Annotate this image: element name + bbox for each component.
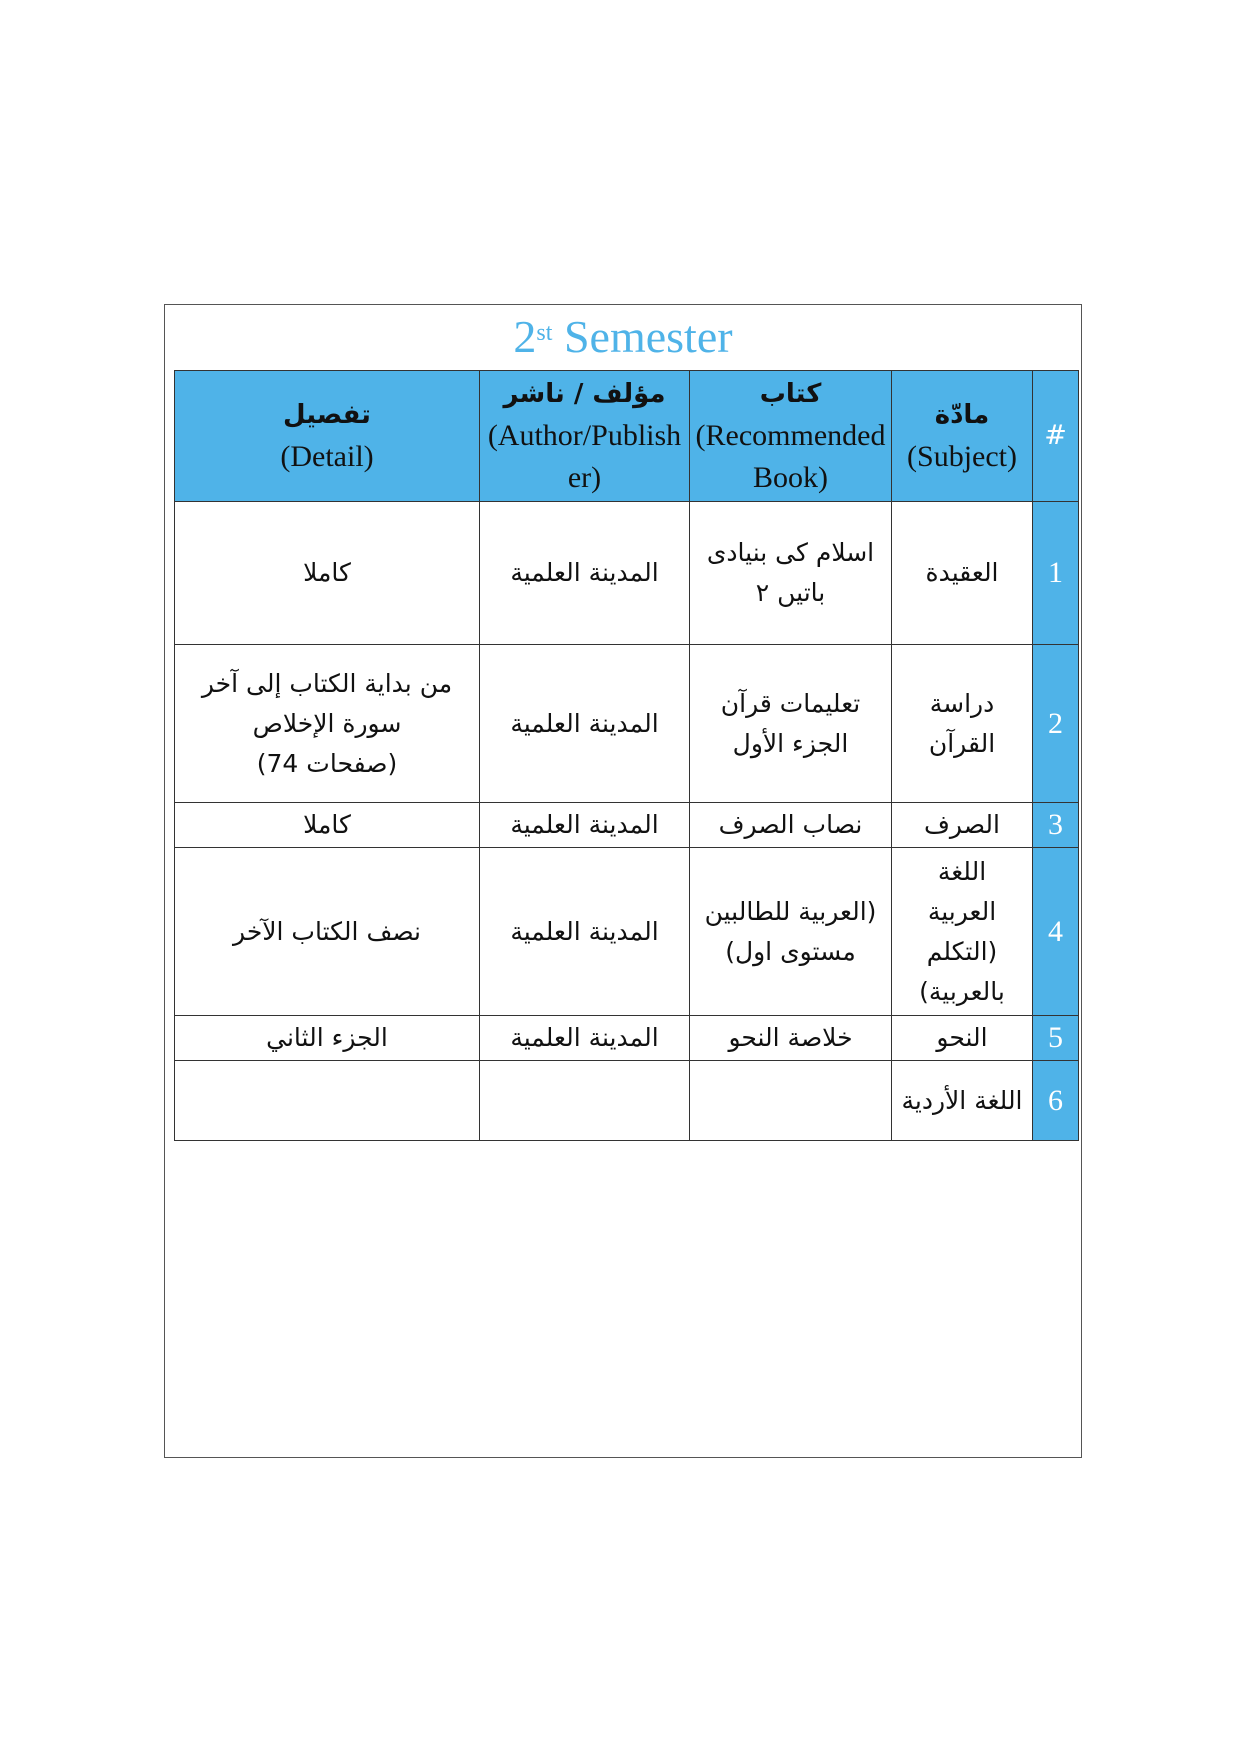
book-cell	[690, 645, 892, 803]
subject-cell	[892, 502, 1033, 645]
book-cell-line: مستوى اول)	[725, 936, 856, 966]
subject-cell-line: القرآن	[928, 728, 996, 758]
author-cell-text: المدينة العلمية	[510, 708, 659, 738]
author-cell-text: المدينة العلمية	[510, 1023, 659, 1052]
row-number: 2	[1033, 645, 1079, 803]
detail-cell	[175, 848, 480, 1016]
header-detail: تفصيل (Detail)	[175, 371, 480, 502]
book-cell	[690, 848, 892, 1016]
header-book: كتاب (RecommendedBook)	[690, 371, 892, 502]
subject-cell-line: دراسة	[929, 688, 995, 718]
book-cell-line: خلاصة النحو	[728, 1023, 853, 1052]
detail-cell	[175, 645, 480, 803]
author-cell-text: المدينة العلمية	[510, 810, 659, 839]
subject-cell-line: اللغة الأردية	[901, 1085, 1023, 1115]
book-cell	[690, 502, 892, 645]
detail-cell-line: الجزء الثاني	[266, 1023, 388, 1052]
table-row	[175, 645, 1079, 803]
author-cell	[480, 803, 690, 848]
author-cell	[480, 645, 690, 803]
subject-cell-line: الصرف	[924, 810, 1000, 839]
author-cell	[480, 502, 690, 645]
table-row	[175, 1016, 1079, 1061]
author-cell-text: المدينة العلمية	[510, 558, 659, 587]
subject-cell	[892, 803, 1033, 848]
detail-cell	[175, 803, 480, 848]
subject-cell	[892, 848, 1033, 1016]
author-cell	[480, 1016, 690, 1061]
book-cell-line: نصاب الصرف	[718, 810, 863, 839]
book-cell	[690, 1016, 892, 1061]
detail-cell	[175, 1061, 480, 1141]
semester-title: 2st Semester	[513, 311, 733, 362]
header-author: مؤلف / ناشر (Author/Publisher)	[480, 371, 690, 502]
header-subject: مادّة (Subject)	[892, 371, 1033, 502]
book-cell-line: تعلیمات قرآن	[720, 688, 861, 718]
detail-cell-line: كاملا	[303, 558, 351, 587]
subject-cell	[892, 645, 1033, 803]
detail-cell	[175, 502, 480, 645]
table-row	[175, 848, 1079, 1016]
header-row	[175, 371, 1079, 502]
table-row	[175, 803, 1079, 848]
row-number: 5	[1033, 1016, 1079, 1061]
detail-cell-line: سورة الإخلاص	[252, 708, 402, 738]
row-number: 1	[1033, 502, 1079, 645]
subject-cell-line: العربية	[927, 896, 997, 926]
detail-cell-line: كاملا	[303, 810, 351, 839]
subject-cell-line: (التكلم	[926, 936, 998, 966]
detail-cell-line: (صفحات 74)	[256, 748, 398, 778]
author-cell	[480, 1061, 690, 1141]
row-number: 6	[1033, 1061, 1079, 1141]
subject-cell-line: العقيدة	[925, 558, 999, 587]
row-number: 4	[1033, 848, 1079, 1016]
author-cell-text: المدينة العلمية	[510, 916, 659, 946]
book-cell-line: اسلام کی بنیادی	[706, 538, 875, 567]
book-cell	[690, 803, 892, 848]
table-row	[175, 502, 1079, 645]
subject-cell	[892, 1061, 1033, 1141]
subject-cell	[892, 1016, 1033, 1061]
table-row	[175, 1061, 1079, 1141]
detail-cell-line: من بداية الكتاب إلى آخر	[201, 668, 453, 698]
author-cell	[480, 848, 690, 1016]
subject-cell-line: النحو	[936, 1023, 988, 1052]
row-number: 3	[1033, 803, 1079, 848]
book-cell-line: (العربية للطالبين	[704, 896, 877, 926]
header-number: #	[1033, 371, 1079, 502]
book-cell	[690, 1061, 892, 1141]
book-cell-line: الجزء الأول	[732, 728, 849, 758]
subject-cell-line: اللغة	[937, 856, 987, 886]
subject-cell-line: بالعربية)	[919, 976, 1005, 1006]
detail-cell-line: نصف الكتاب الآخر	[233, 916, 421, 946]
book-cell-line: باتیں ۲	[755, 578, 826, 607]
curriculum-table	[174, 370, 1079, 1141]
detail-cell	[175, 1016, 480, 1061]
